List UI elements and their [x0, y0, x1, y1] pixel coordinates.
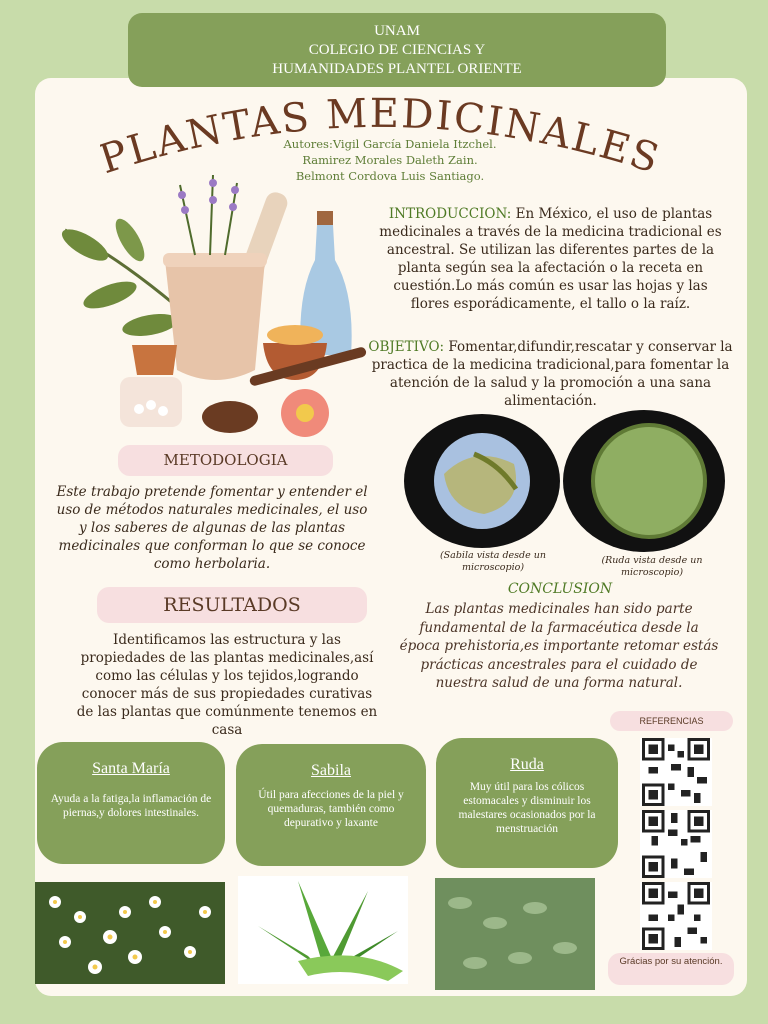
plant-description: Muy útil para los cólicos estomacales y disminuir los malestares ocasionados por la menstruación — [458, 781, 596, 835]
author-line-3: Belmont Cordova Luis Santiago. — [295, 169, 485, 183]
sabila-photo — [238, 876, 408, 984]
author-line-2: Ramirez Morales Daleth Zain. — [302, 153, 478, 167]
thanks-note — [608, 953, 734, 985]
plant-card-santa-maria — [37, 742, 225, 864]
herbal-illustration — [55, 165, 375, 445]
sabila-caption: (Sabila vista desde un microscopio) — [439, 550, 547, 573]
plant-name: Santa María — [92, 760, 170, 777]
results-text: Identificamos las estructura y las propiedades de las plantas medicinales,así como las células y los tejidos,logrando conocer más de sus propiedades curativas de las plantas que comúnmente tenemos en casa — [76, 632, 378, 738]
methodology-heading — [118, 445, 333, 476]
ruda-caption: (Ruda vista desde un microscopio) — [601, 555, 703, 578]
ruda-microscope-image — [563, 410, 725, 552]
conclusion-text: Las plantas medicinales han sido parte fundamental de la farmacéutica desde la época prehistoria,es importante retomar estás prácticas ancestrales para el cuidado de nuestra salud de una forma natural. — [399, 601, 719, 691]
plant-description: Ayuda a la fatiga,la inflamación de piernas,y dolores intestinales. — [50, 793, 212, 819]
thanks-text: Grácias por su atención. — [619, 956, 723, 967]
methodology-text: Este trabajo pretende fomentar y entender el uso de métodos naturales medicinales, el uso y los saberes de algunas de las plantas medicinales que conforman lo que se conoce como herbolaria. — [56, 484, 368, 572]
introduction — [373, 205, 728, 313]
author-line-1: Autores:Vigil García Daniela Itzchel. — [283, 137, 497, 151]
plant-card-ruda — [436, 738, 618, 868]
plant-name: Ruda — [510, 756, 544, 773]
plant-description: Útil para afecciones de la piel y quemaduras, también como depurativo y laxante — [258, 789, 404, 829]
references-title: REFERENCIAS — [639, 716, 704, 726]
intro-text: En México, el uso de plantas medicinales a través de la medicina tradicional es ancestral. Se utilizan las diferentes partes de la planta según sea la afectación o la receta en cuestión.Lo más común es usar las hojas y las flores esporádicamente, el tallo o la raíz. — [379, 206, 722, 312]
qr-code-1[interactable] — [640, 738, 712, 806]
header-line-2: COLEGIO DE CIENCIAS Y — [308, 41, 486, 58]
qr-code-3[interactable] — [640, 882, 712, 950]
institution-header — [128, 13, 666, 87]
sabila-microscope-image — [404, 414, 560, 548]
objective — [368, 338, 733, 410]
plant-name: Sabila — [311, 762, 351, 779]
references-heading — [610, 711, 733, 731]
intro-label: INTRODUCCION: — [388, 206, 512, 222]
conclusion-title: CONCLUSION — [507, 581, 613, 597]
santa-maria-photo — [35, 882, 225, 984]
qr-code-2[interactable] — [640, 810, 712, 878]
objective-text: Fomentar,difundir,rescatar y conservar la practica de la medicina tradicional,para fomentar la atención de la salud y la promoción a una sana alimentación. — [371, 339, 733, 409]
header-line-1: UNAM — [374, 22, 420, 39]
results-title: RESULTADOS — [163, 594, 301, 616]
objective-label: OBJETIVO: — [368, 339, 445, 355]
ruda-photo — [435, 878, 595, 990]
plant-card-sabila — [236, 744, 426, 866]
methodology-title: METODOLOGIA — [163, 451, 288, 469]
header-line-3: HUMANIDADES PLANTEL ORIENTE — [272, 60, 522, 77]
results-heading — [97, 587, 367, 623]
title-text: LANTAS MEDICINALE — [122, 92, 637, 175]
